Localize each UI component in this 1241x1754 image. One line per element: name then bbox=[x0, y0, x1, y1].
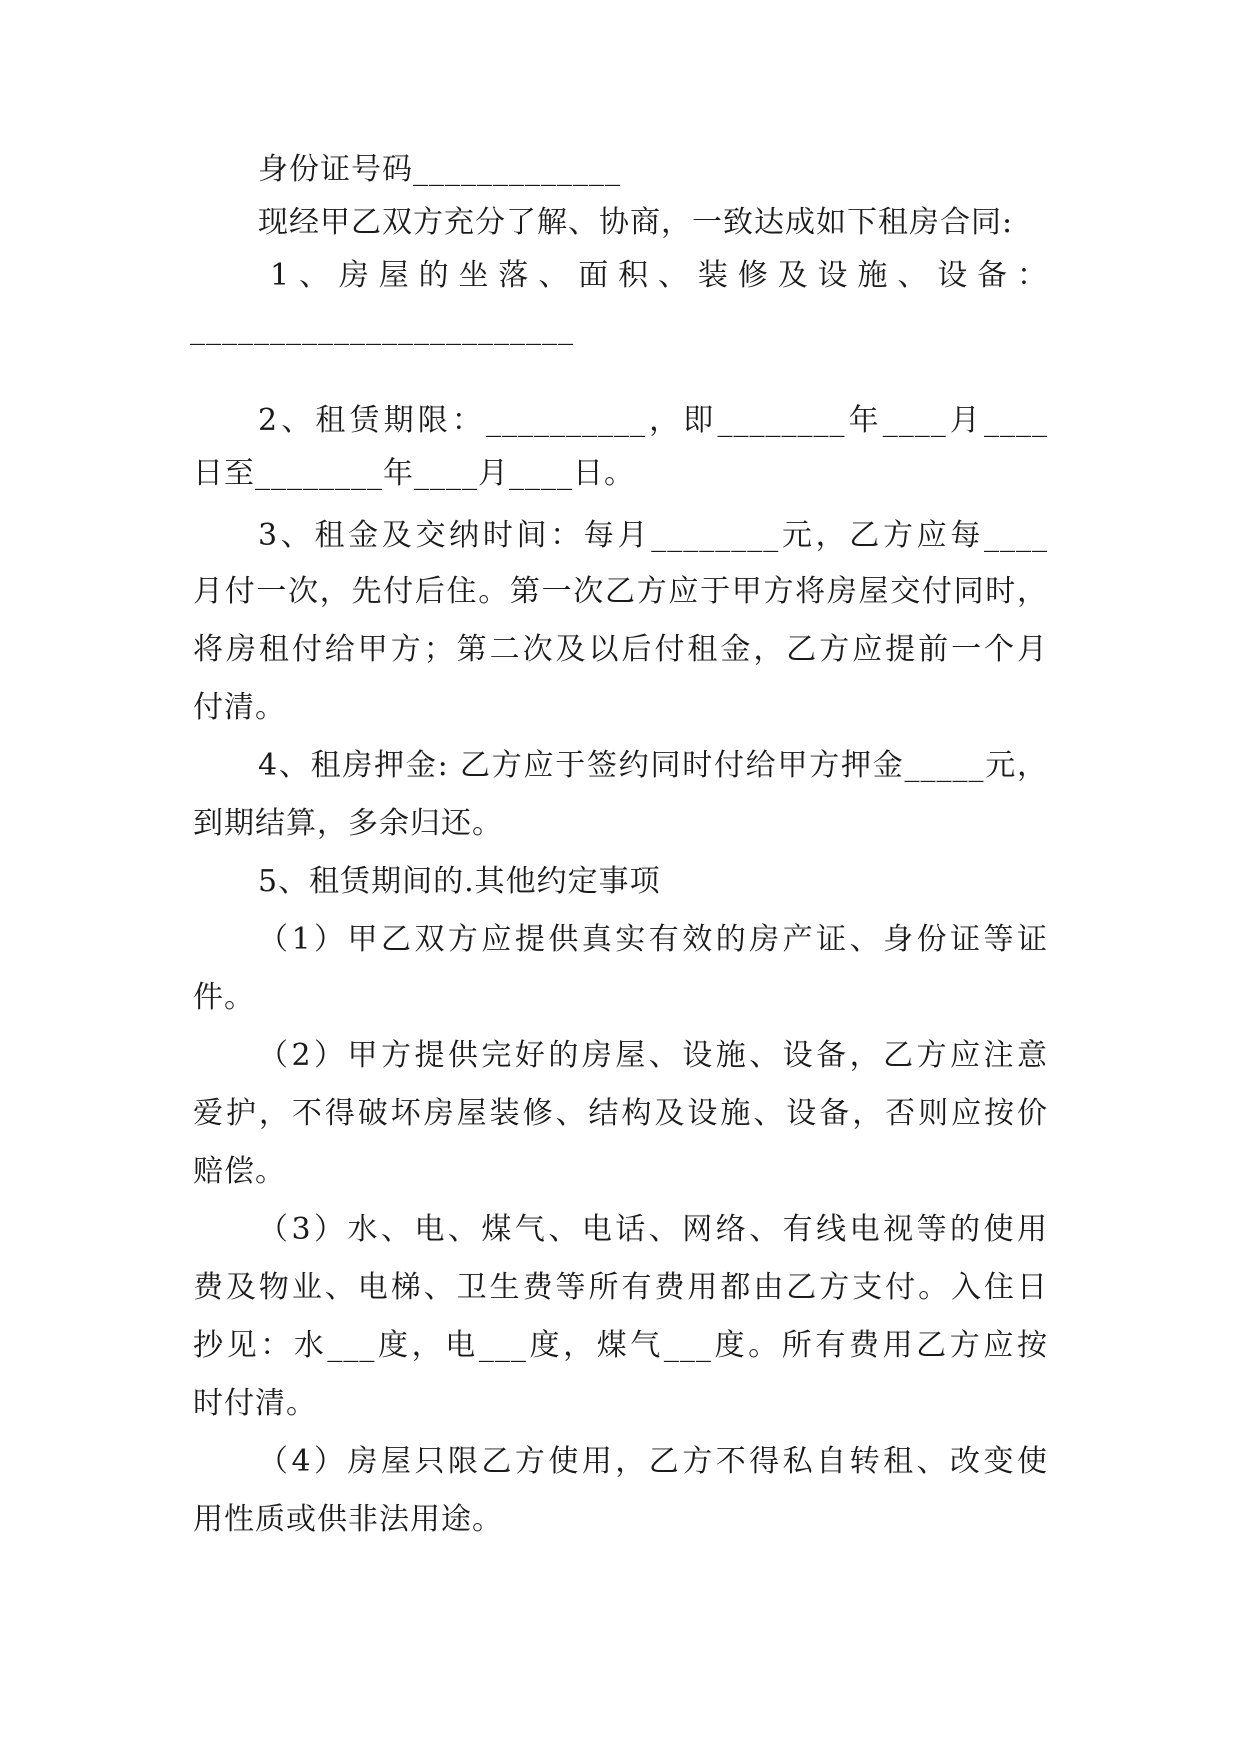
item-4-line-1: （4）房屋只限乙方使用，乙方不得私自转租、改变使 bbox=[258, 1444, 1048, 1479]
id-number-line: 身份证号码_____________ bbox=[258, 152, 621, 187]
clause-1-blank: ________________________ bbox=[190, 311, 574, 346]
clause-3-line-4: 付清。 bbox=[193, 690, 286, 725]
item-3-line-1: （3）水、电、煤气、电话、网络、有线电视等的使用 bbox=[258, 1212, 1048, 1247]
clause-3-line-3: 将房租付给甲方；第二次及以后付租金，乙方应提前一个月 bbox=[193, 632, 1048, 667]
item-1-line-1: （1）甲乙双方应提供真实有效的房产证、身份证等证 bbox=[258, 922, 1048, 957]
item-3-line-2: 费及物业、电梯、卫生费等所有费用都由乙方支付。入住日 bbox=[193, 1270, 1048, 1305]
clause-4-line-1: 4、租房押金: 乙方应于签约同时付给甲方押金_____元， bbox=[258, 748, 1048, 783]
clause-1-line: 1、房屋的坐落、面积、装修及设施、设备： bbox=[270, 258, 1048, 293]
item-2-line-3: 赔偿。 bbox=[193, 1154, 286, 1189]
clause-3-line-1: 3、租金及交纳时间：每月________元，乙方应每____ bbox=[258, 518, 1048, 553]
clause-4-line-2: 到期结算，多余归还。 bbox=[193, 806, 503, 841]
item-4-line-2: 用性质或供非法用途。 bbox=[193, 1502, 503, 1537]
item-2-line-1: （2）甲方提供完好的房屋、设施、设备，乙方应注意 bbox=[258, 1038, 1048, 1073]
clause-3-line-2: 月付一次，先付后住。第一次乙方应于甲方将房屋交付同时， bbox=[193, 574, 1048, 609]
item-3-line-4: 时付清。 bbox=[193, 1386, 317, 1421]
item-3-line-3: 抄见：水___度，电___度，煤气___度。所有费用乙方应按 bbox=[193, 1328, 1048, 1363]
clause-5-heading: 5、租赁期间的.其他约定事项 bbox=[258, 864, 661, 899]
clause-2-line-2: 日至________年____月____日。 bbox=[193, 456, 635, 491]
item-1-line-2: 件。 bbox=[193, 980, 255, 1015]
intro-line: 现经甲乙双方充分了解、协商，一致达成如下租房合同: bbox=[258, 205, 1014, 240]
clause-2-line-1: 2、租赁期限：__________，即________年____月____ bbox=[258, 403, 1048, 438]
item-2-line-2: 爱护，不得破坏房屋装修、结构及设施、设备，否则应按价 bbox=[193, 1096, 1048, 1131]
